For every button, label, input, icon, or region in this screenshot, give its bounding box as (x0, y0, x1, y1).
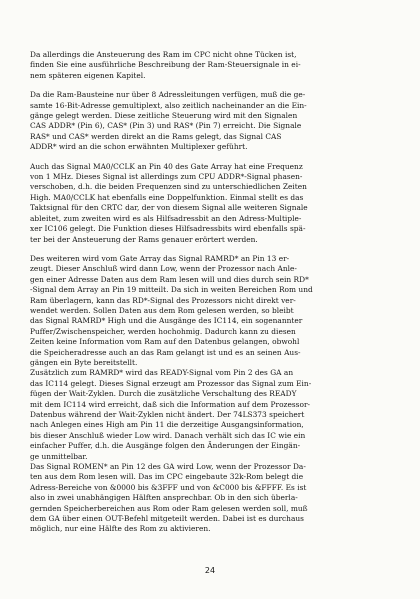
text-line: Ram überlagern, kann das RD*-Signal des Prozessors nicht direkt ver- (30, 295, 296, 305)
text-line: fügen der Wait-Zyklen. Durch die zusätzliche Verschaltung des READY (30, 389, 297, 399)
page-number: 24 (204, 566, 216, 575)
text-line: samte 16-Bit-Adresse gemultiplext, also zeitlich nacheinander an die Ein- (30, 100, 307, 110)
text-line: bis dieser Anschluß wieder Low wird. Danach verhält sich das IC wie ein (30, 430, 306, 440)
text-line: ADDR* wird an die schon erwähnten Multiplexer geführt. (30, 142, 248, 152)
text-line: mit dem IC114 wird erreicht, daß sich die Information auf dem Prozessor- (30, 399, 311, 409)
text-line: Zusätzlich zum RAMRD* wird das READY-Signal vom Pin 2 des GA an (30, 368, 294, 378)
text-line: finden Sie eine ausführliche Beschreibung der Ram-Steuersignale in ei- (30, 60, 301, 70)
paragraph (30, 254, 388, 535)
paragraph (30, 90, 388, 152)
text-line: gänge gelegt werden. Diese zeitliche Steuerung wird mit den Signalen (30, 111, 298, 121)
text-line: Da die Ram-Bausteine nur über 8 Adressleitungen verfügen, muß die ge- (30, 90, 306, 100)
text-line: nach Anlegen eines High am Pin 11 die derzeitige Ausgangsinformation, (30, 420, 304, 430)
text-line: Des weiteren wird vom Gate Array das Signal RAMRD* an Pin 13 er- (30, 253, 290, 263)
text-line: das IC114 gelegt. Dieses Signal erzeugt am Prozessor das Signal zum Ein- (30, 378, 312, 388)
text-line: Das Signal ROMEN* an Pin 12 des GA wird Low, wenn der Prozessor Da- (30, 462, 306, 472)
paragraph (30, 162, 388, 245)
text-line: ge unmittelbar. (30, 451, 88, 461)
text-line: ten aus dem Rom lesen will. Das im CPC eingebaute 32k-Rom belegt die (30, 472, 304, 482)
text-line: ableitet, zum zweiten wird es als Hilfsadressbit an den Adress-Multiple- (30, 213, 302, 223)
text-line: einfacher Puffer, d.h. die Ausgänge folgen den Änderungen der Eingän- (30, 441, 301, 451)
text-line: verschoben, d.h. die beiden Frequenzen sind zu unterschiedlichen Zeiten (30, 182, 307, 192)
text-line: ter bei der Ansteuerung der Rams genauer erörtert werden. (30, 234, 258, 244)
text-line: Zeiten keine Information vom Ram auf den Datenbus gelangen, obwohl (30, 337, 300, 347)
text-line: CAS ADDR* (Pin 6), CAS* (Pin 3) und RAS* (Pin 7) erreicht. Die Signale (30, 121, 302, 131)
text-line: wendet werden. Sollen Daten aus dem Rom gelesen werden, so bleibt (30, 305, 294, 315)
text-line: das Signal RAMRD* High und die Ausgänge des IC114, ein sogenannter (30, 316, 303, 326)
text-line: also in zwei unabhängigen Hälften ansprechbar. Ob in den sich überla- (30, 493, 298, 503)
paragraph (30, 50, 388, 81)
text-line: gen einer Adresse Daten aus dem Ram lesen will und dies durch sein RD* (30, 274, 309, 284)
text-line: dem GA über einen OUT-Befehl mitgeteilt werden. Dabei ist es durchaus (30, 514, 304, 524)
text-line: möglich, nur eine Hälfte des Rom zu aktivieren. (30, 524, 211, 534)
text-line: RAS* und CAS* werden direkt an die Rams gelegt, das Signal CAS (30, 131, 282, 141)
text-line: von 1 MHz. Dieses Signal ist allerdings zum CPU ADDR*-Signal phasen- (30, 172, 303, 182)
text-line: zeugt. Dieser Anschluß wird dann Low, wenn der Prozessor nach Anle- (30, 264, 297, 274)
text-line: Taktsignal für den CRTC dar, der von diesem Signal alle weiteren Signale (30, 203, 308, 213)
text-line: die Speicheradresse auch an das Ram gelangt ist und es an seinen Aus- (30, 347, 301, 357)
text-body (30, 50, 388, 535)
text-line: gernden Speicherbereichen aus Rom oder Ram gelesen werden soll, muß (30, 503, 308, 513)
text-line: Auch das Signal MA0/CCLK an Pin 40 des Gate Array hat eine Frequenz (30, 161, 303, 171)
text-line: -Signal dem Array an Pin 19 mitteilt. Da sich in weiten Bereichen Rom und (30, 285, 313, 295)
text-line: xer IC106 gelegt. Die Funktion dieses Hilfsadressbits wird ebenfalls spä- (30, 224, 306, 234)
text-line: Datenbus während der Wait-Zyklen nicht ändert. Der 74LS373 speichert (30, 410, 305, 419)
text-line: Adress-Bereiche von &0000 bis &3FFF und von &C000 bis &FFFF. Es ist (30, 482, 307, 492)
text-line: gängen ein Byte bereitstellt. (30, 357, 138, 367)
text-line: nem späteren eigenen Kapitel. (30, 70, 146, 80)
text-line: Da allerdings die Ansteuerung des Ram im CPC nicht ohne Tücken ist, (30, 50, 297, 59)
text-line: High. MA0/CCLK hat ebenfalls eine Doppelfunktion. Einmal stellt es das (30, 192, 304, 202)
text-line: Puffer/Zwischenspeicher, werden hochohmig. Dadurch kann zu diesen (30, 326, 296, 336)
